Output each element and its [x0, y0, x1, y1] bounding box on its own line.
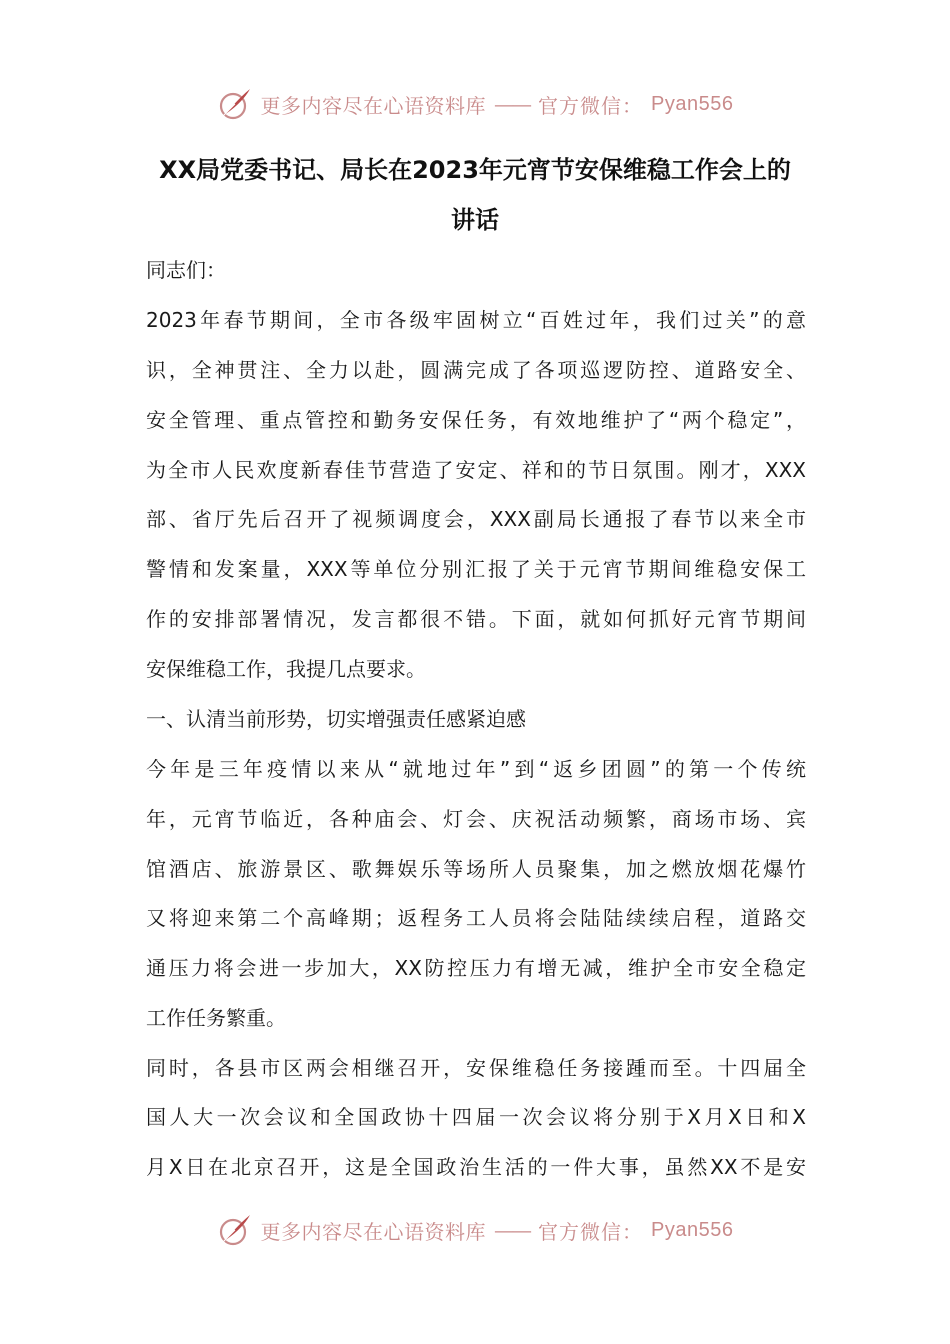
watermark-dash: ——	[494, 1218, 531, 1242]
body-line: 为全市人民欢度新春佳节营造了安定、祥和的节日氛围。刚才，XXX	[146, 458, 806, 482]
body-line: 警情和发案量，XXX等单位分别汇报了关于元宵节期间维稳安保工	[146, 557, 806, 581]
body-line: 2023年春节期间，全市各级牢固树立“百姓过年，我们过关”的意	[146, 308, 806, 332]
watermark-label: 官方微信：	[538, 93, 644, 118]
body-line: 作的安排部署情况，发言都很不错。下面，就如何抓好元宵节期间	[146, 607, 806, 631]
body-line: 工作任务繁重。	[146, 1006, 286, 1030]
document-title-line-2: 讲话	[451, 206, 499, 234]
salutation: 同志们：	[146, 258, 226, 282]
document-title-line-1: XX局党委书记、局长在2023年元宵节安保维稳工作会上的	[159, 156, 791, 184]
body-line: 同时，各县市区两会相继召开，安保维稳任务接踵而至。十四届全	[146, 1056, 806, 1080]
watermark-label: 官方微信：	[538, 1219, 644, 1244]
body-line: 国人大一次会议和全国政协十四届一次会议将分别于X月X日和X	[146, 1105, 806, 1129]
watermark-banner-bottom	[0, 1208, 950, 1252]
body-line: 今年是三年疫情以来从“就地过年”到“返乡团圆”的第一个传统	[146, 757, 806, 781]
section-heading: 一、认清当前形势，切实增强责任感紧迫感	[146, 707, 526, 731]
watermark-handle: Pyan556	[651, 1218, 734, 1241]
watermark-prefix: 更多内容尽在心语资料库	[260, 93, 487, 118]
body-line: 部、省厅先后召开了视频调度会，XXX副局长通报了春节以来全市	[146, 507, 806, 531]
watermark-handle: Pyan556	[651, 92, 734, 115]
body-line: 识，全神贯注、全力以赴，圆满完成了各项巡逻防控、道路安全、	[146, 358, 806, 382]
body-line: 馆酒店、旅游景区、歌舞娱乐等场所人员聚集，加之燃放烟花爆竹	[146, 857, 806, 881]
quill-pen-circle-icon	[217, 1212, 253, 1248]
watermark-prefix: 更多内容尽在心语资料库	[260, 1219, 487, 1244]
body-line: 安保维稳工作，我提几点要求。	[146, 657, 426, 681]
body-line: 通压力将会进一步加大，XX防控压力有增无减，维护全市安全稳定	[146, 956, 806, 980]
quill-pen-circle-icon	[217, 86, 253, 122]
body-line: 年，元宵节临近，各种庙会、灯会、庆祝活动频繁，商场市场、宾	[146, 807, 806, 831]
watermark-dash: ——	[494, 92, 531, 116]
body-line: 安全管理、重点管控和勤务安保任务，有效地维护了“两个稳定”，	[146, 408, 806, 432]
body-line: 又将迎来第二个高峰期；返程务工人员将会陆陆续续启程，道路交	[146, 906, 806, 930]
body-line: 月X日在北京召开，这是全国政治生活的一件大事，虽然XX不是安	[146, 1155, 806, 1179]
watermark-banner-top	[0, 82, 950, 126]
